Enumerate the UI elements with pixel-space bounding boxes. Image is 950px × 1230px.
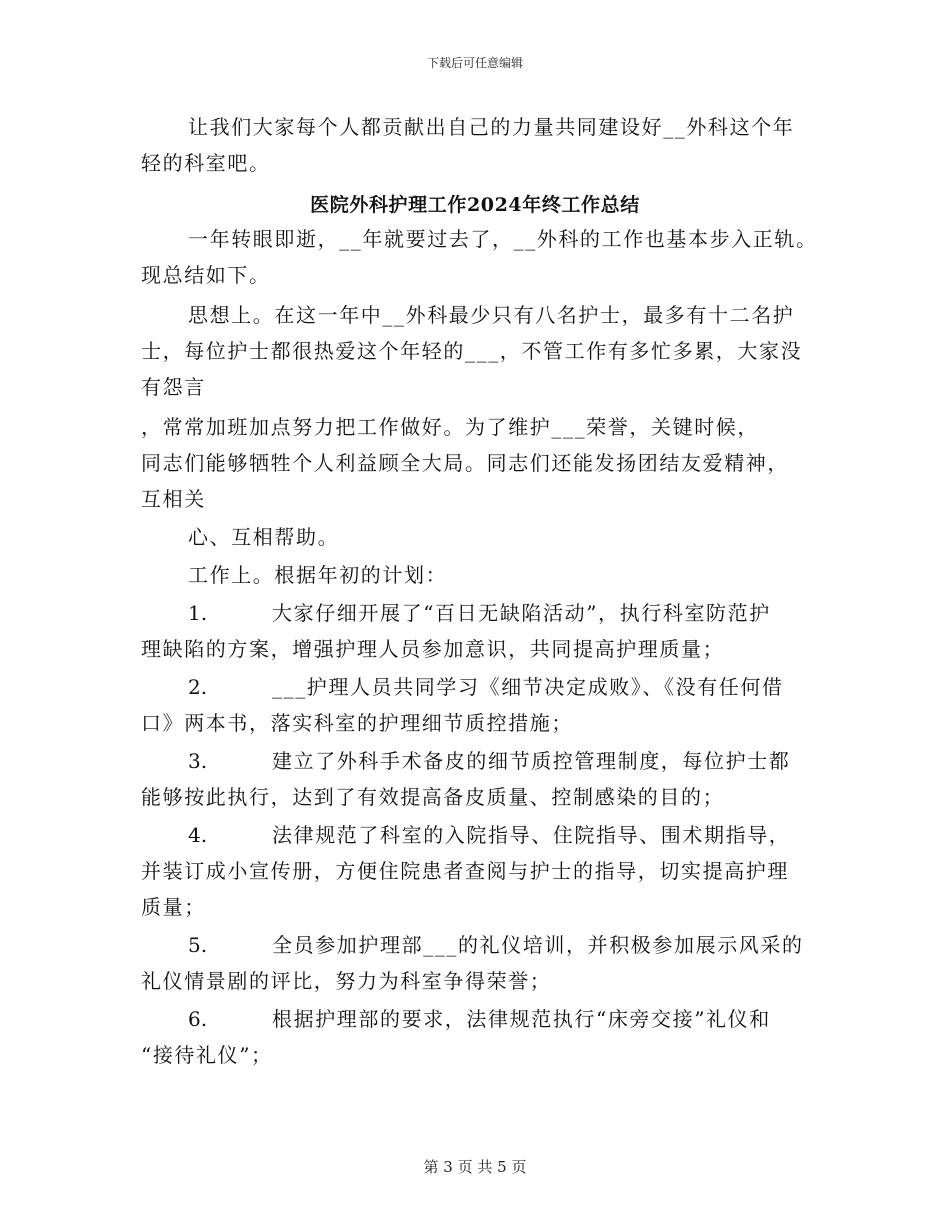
list-item-number: 1.	[188, 601, 208, 625]
list-item-line: 根据护理部的要求，法律规范执行“床旁交接”礼仪和	[272, 1007, 771, 1031]
list-item-line: 能够按此执行，达到了有效提高备皮质量、控制感染的目的；	[141, 785, 725, 809]
list-item-line: 礼仪情景剧的评比，努力为科室争得荣誉；	[141, 969, 552, 993]
paragraph-line: 有怨言	[141, 375, 206, 399]
paragraph-line: 工作上。根据年初的计划：	[188, 563, 448, 587]
paragraph-line: 一年转眼即逝，__年就要过去了，__外科的工作也基本步入正轨。	[188, 227, 818, 251]
list-item-line: 大家仔细开展了“百日无缺陷活动”，执行科室防范护	[272, 601, 771, 625]
paragraph-line: ，常常加班加点努力把工作做好。为了维护___荣誉，关键时候，	[141, 415, 759, 439]
list-item-line: 法律规范了科室的入院指导、住院指导、围术期指导，	[272, 823, 791, 847]
paragraph-line: 同志们能够牺牲个人利益顾全大局。同志们还能发扬团结友爱精神，	[141, 451, 789, 475]
paragraph-line: 轻的科室吧。	[141, 151, 271, 175]
list-item-number: 3.	[188, 749, 208, 773]
list-item-number: 5.	[188, 933, 208, 957]
list-item-line: 理缺陷的方案，增强护理人员参加意识，共同提高护理质量；	[141, 637, 725, 661]
list-item-number: 2.	[188, 675, 208, 699]
paragraph-line: 现总结如下。	[141, 263, 271, 287]
list-item-line: “接待礼仪”；	[141, 1043, 273, 1067]
paragraph-line: 思想上。在这一年中__外科最少只有八名护士，最多有十二名护	[188, 303, 795, 327]
paragraph-line: 互相关	[141, 487, 206, 511]
list-item-number: 4.	[188, 823, 208, 847]
list-item-number: 6.	[188, 1007, 208, 1031]
paragraph-line: 心、互相帮助。	[188, 525, 340, 549]
list-item-line: 建立了外科手术备皮的细节质控管理制度，每位护士都	[272, 749, 791, 773]
list-item-line: ___护理人员共同学习《细节决定成败》、《没有任何借	[272, 675, 784, 699]
list-item-line: 质量；	[141, 895, 206, 919]
list-item-line: 全员参加护理部___的礼仪培训，并积极参加展示风采的	[272, 933, 804, 957]
list-item-line: 并装订成小宣传册，方便住院患者查阅与护士的指导，切实提高护理	[141, 859, 789, 883]
paragraph-line: 让我们大家每个人都贡献出自己的力量共同建设好__外科这个年	[188, 115, 795, 139]
document-title: 医院外科护理工作2024年终工作总结	[310, 194, 640, 216]
page-header: 下载后可任意编辑	[426, 56, 523, 70]
paragraph-line: 士，每位护士都很热爱这个年轻的___，不管工作有多忙多累，大家没	[141, 339, 803, 363]
list-item-line: 口》两本书，落实科室的护理细节质控措施；	[141, 711, 573, 735]
page-footer: 第 3 页 共 5 页	[423, 1158, 527, 1176]
